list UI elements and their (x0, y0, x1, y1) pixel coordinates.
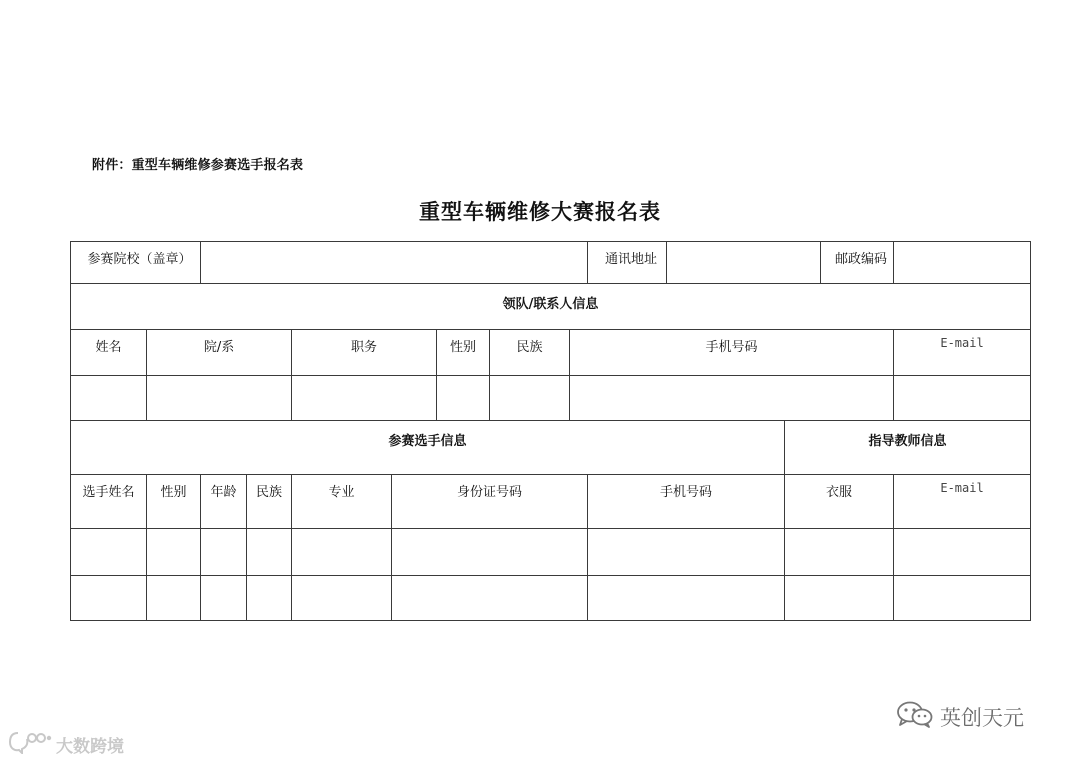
contestant-data-cell[interactable] (71, 529, 147, 576)
school-label-cell (71, 242, 201, 284)
contestant-data-row (71, 576, 1031, 621)
contestant-data-cell[interactable] (147, 576, 201, 621)
contestant-data-cell[interactable] (785, 576, 894, 621)
contestant-data-cell[interactable] (292, 576, 392, 621)
leader-header-phone: 手机号码 (705, 340, 758, 355)
leader-header-email: E-mail (940, 336, 984, 350)
contestant-header-cell (392, 475, 588, 529)
school-row (71, 242, 1031, 284)
address-label: 通讯地址 (605, 252, 658, 267)
contestant-header-cell (785, 475, 894, 529)
leader-header-name: 姓名 (95, 340, 122, 355)
leader-header-cell (147, 330, 292, 376)
leader-section-row (71, 284, 1031, 330)
contestant-section-row (71, 421, 1031, 475)
leader-header-cell (490, 330, 570, 376)
leader-header-gender: 性别 (450, 340, 477, 355)
contestant-data-cell[interactable] (588, 576, 785, 621)
leader-header-cell (71, 330, 147, 376)
contestant-header-ethnicity: 民族 (256, 485, 283, 500)
contestant-data-cell[interactable] (392, 529, 588, 576)
leader-data-cell[interactable] (437, 376, 490, 421)
postcode-label-cell (821, 242, 894, 284)
contestant-header-age: 年龄 (210, 485, 237, 500)
leader-header-ethnicity: 民族 (516, 340, 543, 355)
advisor-section-heading: 指导教师信息 (868, 434, 947, 449)
contestant-data-cell[interactable] (147, 529, 201, 576)
left-watermark-text: 大数跨境 (56, 737, 124, 757)
leader-header-department: 院/系 (203, 340, 235, 355)
leader-header-row (71, 330, 1031, 376)
leader-header-cell (292, 330, 437, 376)
contestant-header-name: 选手姓名 (82, 485, 135, 500)
advisor-section-heading-cell (785, 421, 1031, 475)
leader-header-position: 职务 (351, 340, 378, 355)
contestant-header-cell (201, 475, 247, 529)
contestant-data-cell[interactable] (71, 576, 147, 621)
right-watermark (896, 700, 1024, 733)
contestant-data-cell[interactable] (392, 576, 588, 621)
contestant-header-cell (71, 475, 147, 529)
postcode-input-cell[interactable] (894, 242, 1031, 284)
contestant-header-cell (894, 475, 1031, 529)
leader-data-cell[interactable] (490, 376, 570, 421)
left-watermark (8, 730, 124, 759)
contestant-header-email: E-mail (940, 481, 984, 495)
contestant-header-cell (588, 475, 785, 529)
contestant-data-cell[interactable] (785, 529, 894, 576)
contestant-header-cell (247, 475, 292, 529)
contestant-data-cell[interactable] (201, 576, 247, 621)
contestant-data-cell[interactable] (894, 576, 1031, 621)
contestant-header-clothing: 衣服 (826, 485, 853, 500)
contestant-data-cell[interactable] (247, 529, 292, 576)
address-input-cell[interactable] (667, 242, 821, 284)
wechat-icon (896, 700, 934, 733)
leader-header-cell (894, 330, 1031, 376)
leader-data-cell[interactable] (147, 376, 292, 421)
leader-data-cell[interactable] (570, 376, 894, 421)
contestant-header-id-number: 身份证号码 (457, 485, 523, 500)
address-label-cell (588, 242, 667, 284)
contestant-header-cell (147, 475, 201, 529)
contestant-data-cell[interactable] (247, 576, 292, 621)
leader-data-row (71, 376, 1031, 421)
contestant-header-major: 专业 (328, 485, 355, 500)
form-title: 重型车辆维修大赛报名表 (419, 200, 661, 224)
contestant-data-cell[interactable] (292, 529, 392, 576)
leader-data-cell[interactable] (292, 376, 437, 421)
right-watermark-text: 英创天元 (940, 705, 1024, 730)
leader-data-cell[interactable] (71, 376, 147, 421)
leader-header-cell (570, 330, 894, 376)
postcode-label: 邮政编码 (835, 252, 888, 267)
leader-header-cell (437, 330, 490, 376)
contestant-data-cell[interactable] (588, 529, 785, 576)
contestant-header-phone: 手机号码 (660, 485, 713, 500)
school-input-cell[interactable] (201, 242, 588, 284)
contestant-data-cell[interactable] (894, 529, 1031, 576)
contestant-section-heading: 参赛选手信息 (388, 434, 467, 449)
leader-data-cell[interactable] (894, 376, 1031, 421)
contestant-data-cell[interactable] (201, 529, 247, 576)
contestant-header-row (71, 475, 1031, 529)
contestant-data-row (71, 529, 1031, 576)
chat-bubble-icon (8, 730, 52, 759)
contestant-header-cell (292, 475, 392, 529)
school-label: 参赛院校（盖章） (87, 252, 192, 267)
contestant-header-gender: 性别 (160, 485, 187, 500)
leader-section-heading-cell (71, 284, 1031, 330)
leader-section-heading: 领队/联系人信息 (502, 297, 599, 312)
contestant-section-heading-cell (71, 421, 785, 475)
attachment-line: 附件：重型车辆维修参赛选手报名表 (92, 158, 304, 173)
registration-form-table (70, 241, 1031, 621)
